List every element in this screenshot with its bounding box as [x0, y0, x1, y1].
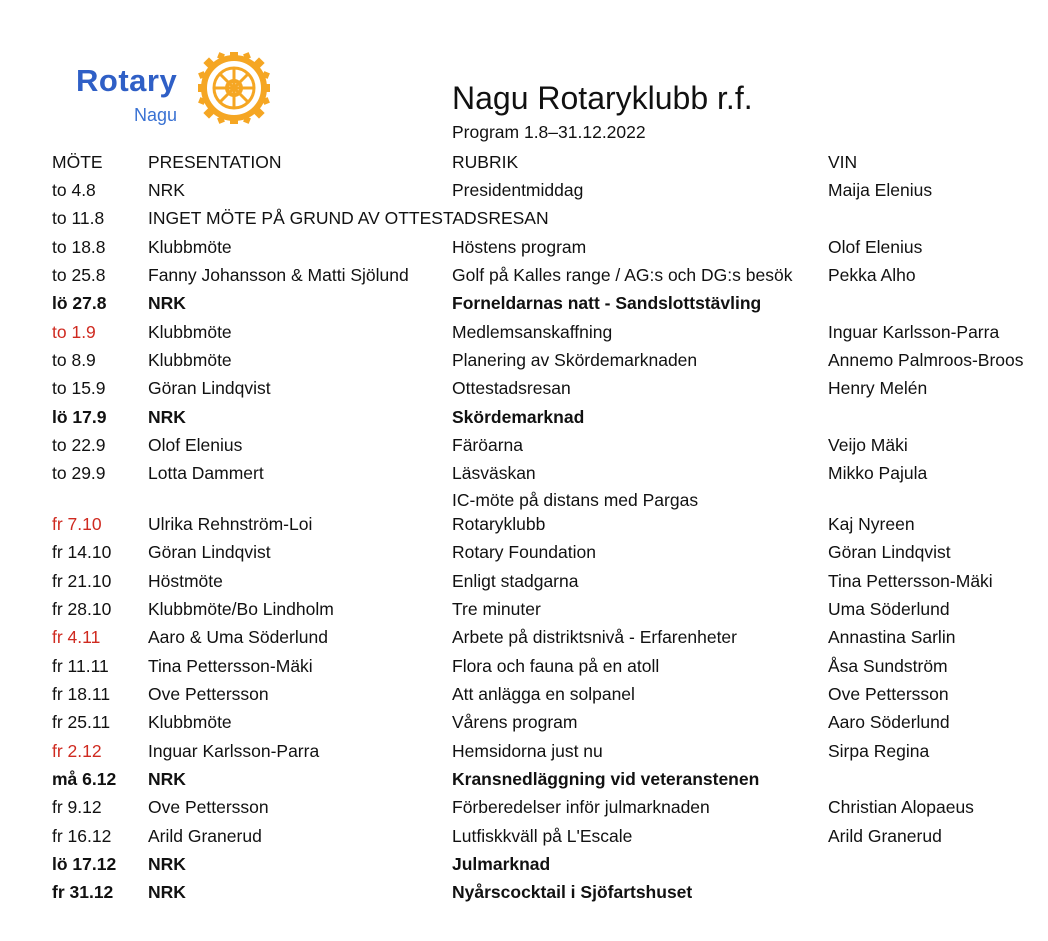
logo-wordmark: Rotary — [76, 63, 178, 98]
row-presentation: Klubbmöte — [148, 237, 232, 257]
row-rubrik: Att anlägga en solpanel — [452, 684, 635, 704]
row-rubrik: Medlemsanskaffning — [452, 322, 613, 342]
row-presentation: NRK — [148, 407, 186, 427]
row-presentation: Klubbmöte — [148, 350, 232, 370]
row-presentation: Fanny Johansson & Matti Sjölund — [148, 265, 409, 285]
row-date: to 18.8 — [52, 237, 106, 257]
row-date: to 4.8 — [52, 180, 96, 200]
table-row — [0, 406, 1048, 434]
row-date: må 6.12 — [52, 769, 117, 789]
row-date: fr 7.10 — [52, 514, 102, 534]
row-rubrik: Läsväskan — [452, 463, 536, 483]
row-rubrik: Hemsidorna just nu — [452, 741, 603, 761]
row-vin: Ove Pettersson — [828, 684, 949, 704]
row-date: lö 17.12 — [52, 854, 117, 874]
row-presentation: NRK — [148, 769, 186, 789]
row-vin: Inguar Karlsson-Parra — [828, 322, 1000, 342]
table-row — [0, 292, 1048, 320]
row-rubrik-line1: IC-möte på distans med Pargas — [452, 490, 699, 510]
row-rubrik: Julmarknad — [452, 854, 551, 874]
row-date: to 15.9 — [52, 378, 106, 398]
table-row — [0, 179, 1048, 207]
row-date: fr 18.11 — [52, 684, 111, 704]
row-presentation: Olof Elenius — [148, 435, 243, 455]
row-vin: Mikko Pajula — [828, 463, 928, 483]
row-date: fr 25.11 — [52, 712, 111, 732]
table-row — [0, 541, 1048, 569]
row-presentation: Klubbmöte — [148, 712, 232, 732]
row-vin: Sirpa Regina — [828, 741, 930, 761]
table-row — [0, 825, 1048, 853]
row-rubrik: Skördemarknad — [452, 407, 585, 427]
row-date: fr 31.12 — [52, 882, 114, 902]
row-presentation: NRK — [148, 854, 186, 874]
row-presentation: Tina Pettersson-Mäki — [148, 656, 313, 676]
table-row — [0, 264, 1048, 292]
row-presentation: Ulrika Rehnström-Loi — [148, 514, 313, 534]
table-row — [0, 853, 1048, 881]
row-date: fr 4.11 — [52, 627, 101, 647]
column-header-mote: MÖTE — [52, 152, 103, 172]
page-title: Nagu Rotaryklubb r.f. — [452, 80, 753, 116]
table-header — [0, 151, 1048, 179]
row-date: fr 9.12 — [52, 797, 102, 817]
row-vin: Pekka Alho — [828, 265, 916, 285]
row-rubrik: Presidentmiddag — [452, 180, 584, 200]
row-rubrik: Kransnedläggning vid veteranstenen — [452, 769, 760, 789]
row-date: fr 28.10 — [52, 599, 112, 619]
row-vin: Tina Pettersson-Mäki — [828, 571, 993, 591]
row-vin: Åsa Sundström — [828, 656, 948, 676]
row-date: to 29.9 — [52, 463, 106, 483]
table-row — [0, 513, 1048, 541]
row-vin: Christian Alopaeus — [828, 797, 974, 817]
column-header-rubrik: RUBRIK — [452, 152, 519, 172]
table-row — [0, 462, 1048, 490]
row-date: to 1.9 — [52, 322, 96, 342]
table-row — [0, 207, 1048, 235]
table-row — [0, 626, 1048, 654]
table-row — [0, 570, 1048, 598]
row-presentation: Göran Lindqvist — [148, 378, 271, 398]
row-rubrik: Rotaryklubb — [452, 514, 546, 534]
table-row — [0, 796, 1048, 824]
table-row — [0, 740, 1048, 768]
row-rubrik: Tre minuter — [452, 599, 541, 619]
table-row — [0, 655, 1048, 683]
row-presentation: Klubbmöte — [148, 322, 232, 342]
row-vin: Annemo Palmroos-Broos — [828, 350, 1024, 370]
row-date: to 22.9 — [52, 435, 106, 455]
table-row — [0, 236, 1048, 264]
row-presentation: Göran Lindqvist — [148, 542, 271, 562]
row-vin: Veijo Mäki — [828, 435, 908, 455]
row-date: lö 17.9 — [52, 407, 107, 427]
row-presentation: Klubbmöte/Bo Lindholm — [148, 599, 334, 619]
row-vin: Olof Elenius — [828, 237, 923, 257]
row-presentation: Ove Pettersson — [148, 797, 269, 817]
row-date: fr 2.12 — [52, 741, 102, 761]
row-vin: Henry Melén — [828, 378, 928, 398]
row-vin: Annastina Sarlin — [828, 627, 956, 647]
row-rubrik: Färöarna — [452, 435, 524, 455]
row-date: to 11.8 — [52, 208, 105, 228]
row-date: to 25.8 — [52, 265, 106, 285]
row-date: fr 16.12 — [52, 826, 112, 846]
table-row — [0, 683, 1048, 711]
row-rubrik: Planering av Skördemarknaden — [452, 350, 698, 370]
row-rubrik: Forneldarnas natt - Sandslottstävling — [452, 293, 762, 313]
row-presentation: Arild Granerud — [148, 826, 262, 846]
row-presentation: Ove Pettersson — [148, 684, 269, 704]
row-rubrik: Vårens program — [452, 712, 578, 732]
row-presentation: INGET MÖTE PÅ GRUND AV OTTESTADSRESAN — [148, 208, 549, 228]
row-rubrik: Arbete på distriktsnivå - Erfarenheter — [452, 627, 737, 647]
row-presentation: Aaro & Uma Söderlund — [148, 627, 328, 647]
table-row — [0, 377, 1048, 405]
row-rubrik: Rotary Foundation — [452, 542, 596, 562]
table-row — [0, 349, 1048, 377]
row-date: fr 14.10 — [52, 542, 112, 562]
row-vin: Uma Söderlund — [828, 599, 950, 619]
table-row — [0, 321, 1048, 349]
row-date: fr 21.10 — [52, 571, 112, 591]
row-rubrik: Flora och fauna på en atoll — [452, 656, 660, 676]
table-row — [0, 881, 1048, 909]
row-presentation: NRK — [148, 180, 185, 200]
row-presentation: NRK — [148, 293, 186, 313]
row-vin: Aaro Söderlund — [828, 712, 950, 732]
row-presentation: Inguar Karlsson-Parra — [148, 741, 320, 761]
table-row — [0, 598, 1048, 626]
row-date: to 8.9 — [52, 350, 96, 370]
row-vin: Arild Granerud — [828, 826, 942, 846]
logo-club-name: Nagu — [134, 105, 178, 125]
row-vin: Kaj Nyreen — [828, 514, 915, 534]
row-rubrik: Förberedelser inför julmarknaden — [452, 797, 710, 817]
column-header-vin: VIN — [828, 152, 858, 172]
row-presentation: Höstmöte — [148, 571, 223, 591]
row-presentation: NRK — [148, 882, 186, 902]
table-row — [0, 711, 1048, 739]
row-vin: Göran Lindqvist — [828, 542, 951, 562]
table-row — [0, 768, 1048, 796]
table-row — [0, 434, 1048, 462]
row-rubrik: Lutfiskkväll på L'Escale — [452, 826, 633, 846]
row-rubrik: Höstens program — [452, 237, 587, 257]
row-rubrik: Golf på Kalles range / AG:s och DG:s besök — [452, 265, 793, 285]
row-date: lö 27.8 — [52, 293, 107, 313]
row-rubrik: Ottestadsresan — [452, 378, 571, 398]
row-rubrik: Enligt stadgarna — [452, 571, 579, 591]
row-date: fr 11.11 — [52, 656, 109, 676]
row-presentation: Lotta Dammert — [148, 463, 264, 483]
row-vin: Maija Elenius — [828, 180, 933, 200]
page-subtitle: Program 1.8–31.12.2022 — [452, 122, 646, 142]
row-rubrik: Nyårscocktail i Sjöfartshuset — [452, 882, 693, 902]
column-header-presentation: PRESENTATION — [148, 152, 282, 172]
